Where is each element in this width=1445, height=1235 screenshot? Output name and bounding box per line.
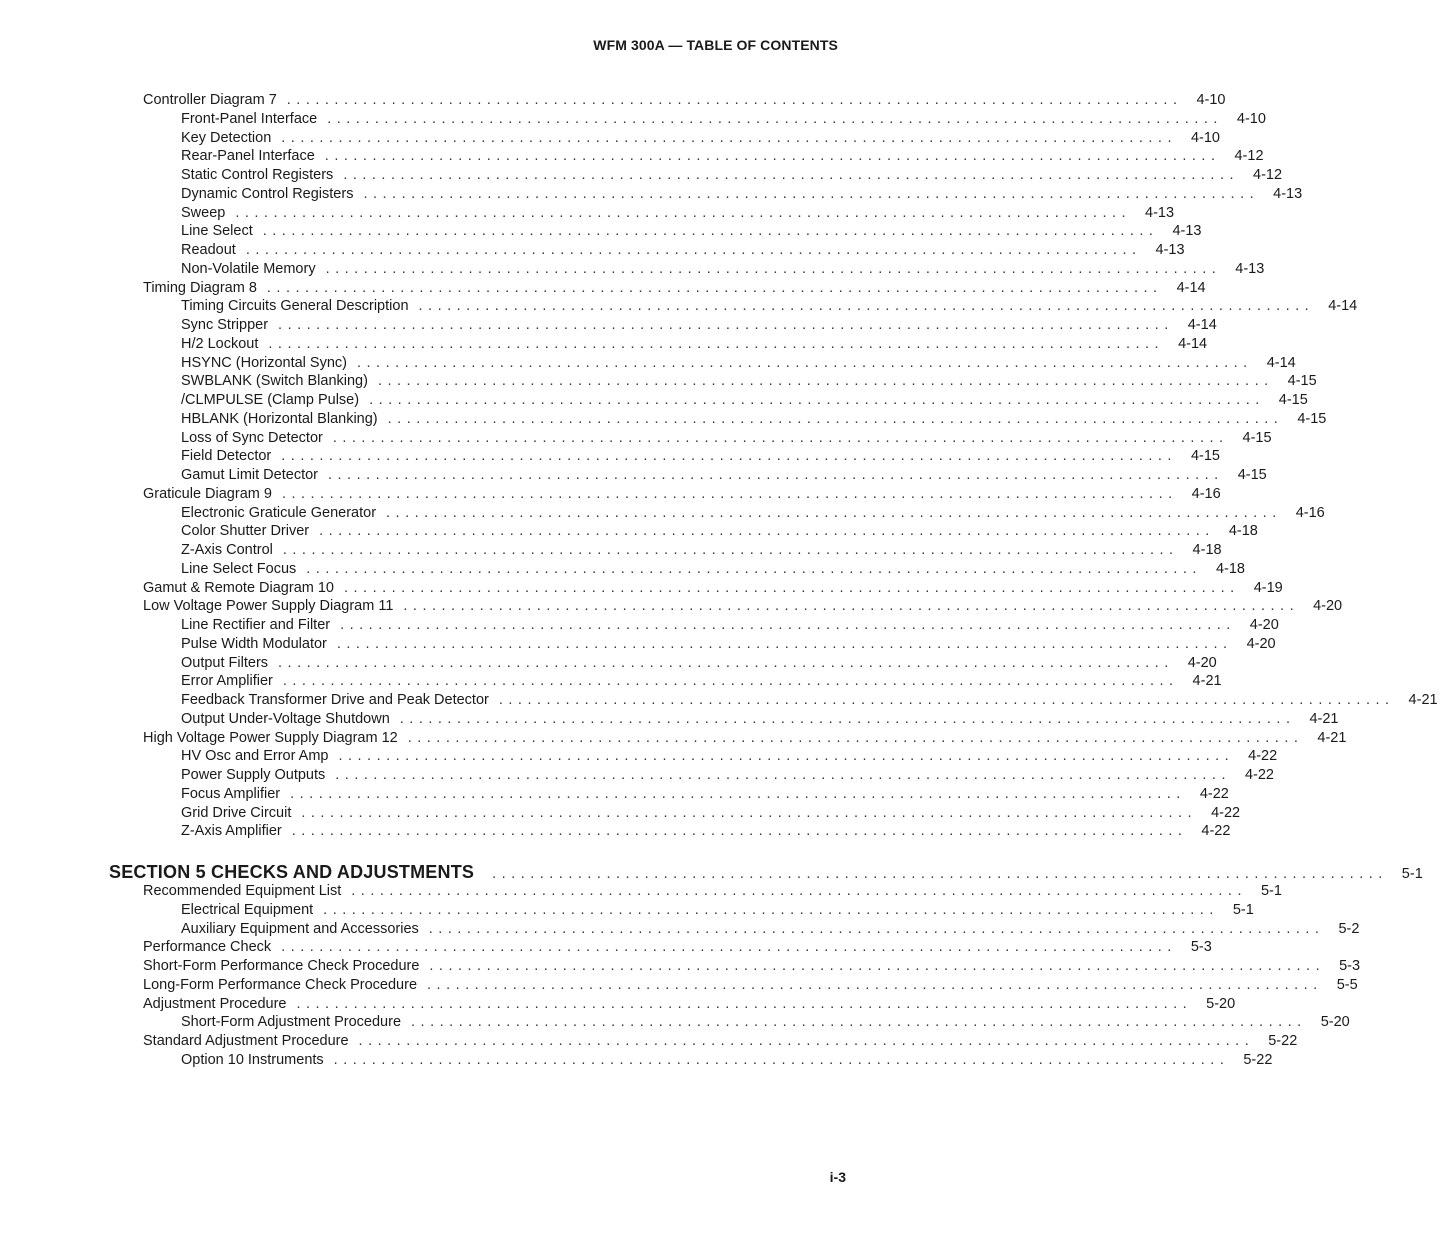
toc-subentry <box>181 710 1339 729</box>
toc-subentry <box>181 147 1264 166</box>
toc-entry-page: 4-13 <box>1145 204 1175 221</box>
dot-leader: .............................................................................................. <box>363 185 1260 202</box>
toc-entry-page: 4-15 <box>1287 373 1317 390</box>
toc-entry <box>143 882 1282 901</box>
toc-entry-page: 4-14 <box>1266 354 1296 371</box>
toc-subentry <box>181 766 1274 785</box>
toc-entry-title: Readout <box>181 242 236 258</box>
dot-leader: .............................................................................................. <box>324 148 1221 165</box>
dot-leader: .............................................................................................. <box>325 260 1222 277</box>
section-heading <box>109 862 1423 883</box>
toc-entry-page: 4-21 <box>1192 673 1222 690</box>
dot-leader: .............................................................................................. <box>399 710 1296 727</box>
toc-entry-title: Pulse Width Modulator <box>181 635 327 652</box>
dot-leader: .............................................................................................. <box>351 883 1247 899</box>
toc-subentry <box>181 129 1220 148</box>
toc-entry-title: Low Voltage Power Supply Diagram 11 <box>143 598 394 615</box>
toc-subentry <box>181 747 1278 766</box>
toc-subentry <box>181 1013 1350 1032</box>
toc-entry-title: Sync Stripper <box>181 317 269 333</box>
toc-entry-title: Rear-Panel Interface <box>181 148 315 165</box>
dot-leader: .............................................................................................. <box>281 448 1177 465</box>
toc-subentry <box>181 166 1283 185</box>
toc-entry-title: Standard Adjustment Procedure <box>143 1033 349 1049</box>
toc-entry-page: 4-20 <box>1246 635 1276 652</box>
dot-leader: .............................................................................................. <box>291 823 1188 840</box>
toc-entry-page: 4-21 <box>1309 710 1339 727</box>
dot-leader: .............................................................................................. <box>327 110 1223 127</box>
toc-entry-page: 4-16 <box>1191 485 1221 502</box>
toc-entry <box>143 938 1212 957</box>
toc-subentry <box>181 785 1229 804</box>
toc-entry-page: 4-15 <box>1242 429 1272 446</box>
toc-subentry <box>181 354 1296 373</box>
dot-leader: .............................................................................................. <box>403 598 1300 615</box>
dot-leader: .............................................................................................. <box>386 504 1282 521</box>
dot-leader: .............................................................................................. <box>290 785 1186 802</box>
toc-entry <box>143 957 1361 976</box>
dot-leader: .............................................................................................. <box>357 354 1253 371</box>
toc-entry-title: Feedback Transformer Drive and Peak Detector <box>181 692 489 708</box>
toc-subentry <box>181 616 1279 635</box>
toc-entry-page: 4-19 <box>1253 579 1283 596</box>
dot-leader: .............................................................................................. <box>245 242 1142 258</box>
dot-leader: .............................................................................................. <box>301 804 1198 821</box>
toc-entry <box>143 279 1206 298</box>
toc-entry-page: 4-15 <box>1237 467 1267 483</box>
toc-subentry <box>181 541 1222 560</box>
toc-entry-title: Option 10 Instruments <box>181 1051 324 1068</box>
dot-leader: .............................................................................................. <box>268 335 1165 352</box>
toc-subentry <box>181 901 1254 920</box>
dot-leader: .............................................................................................. <box>282 673 1179 690</box>
dot-leader: .............................................................................................. <box>340 617 1236 633</box>
dot-leader: .............................................................................................. <box>335 767 1231 783</box>
toc-entry-title: Long-Form Performance Check Procedure <box>143 976 418 993</box>
toc-entry-title: Short-Form Performance Check Procedure <box>143 958 420 974</box>
dot-leader: .............................................................................................. <box>286 92 1183 108</box>
toc-entry-page: 4-10 <box>1236 110 1266 127</box>
toc-entry-title: Non-Volatile Memory <box>181 260 316 277</box>
toc-entry-page: 4-10 <box>1190 129 1220 146</box>
toc-entry-title: Color Shutter Driver <box>181 523 310 540</box>
toc-subentry <box>181 522 1258 541</box>
dot-leader: .............................................................................................. <box>266 279 1163 296</box>
toc-entry-title: Performance Check <box>143 939 272 956</box>
toc-entry-page: 4-20 <box>1249 617 1279 633</box>
dot-leader: .............................................................................................. <box>281 129 1177 146</box>
toc-entry-page: 4-15 <box>1190 448 1220 465</box>
dot-leader: .............................................................................................. <box>428 920 1325 937</box>
toc-entry-title: Recommended Equipment List <box>143 883 342 899</box>
section-heading-page: 5-1 <box>1401 866 1423 882</box>
dot-leader: .............................................................................................. <box>262 223 1159 240</box>
toc-entry-page: 4-13 <box>1172 223 1202 240</box>
dot-leader: .............................................................................................. <box>281 939 1177 956</box>
toc-entry-title: Controller Diagram 7 <box>143 92 277 108</box>
toc-subentry <box>181 185 1303 204</box>
toc-entry-title: /CLMPULSE (Clamp Pulse) <box>181 392 360 408</box>
dot-leader: .............................................................................................. <box>319 523 1215 540</box>
toc-entry-page: 4-21 <box>1317 729 1347 746</box>
toc-entry-page: 4-22 <box>1199 785 1229 802</box>
toc-entry-title: Short-Form Adjustment Procedure <box>181 1014 402 1031</box>
toc-entry-page: 4-14 <box>1176 279 1206 296</box>
toc-entry-page: 4-22 <box>1201 823 1231 840</box>
toc-entry-page: 5-5 <box>1336 976 1358 993</box>
toc-subentry <box>181 429 1272 448</box>
toc-subentry <box>181 447 1220 466</box>
toc-entry-title: HBLANK (Horizontal Blanking) <box>181 410 378 427</box>
toc-entry <box>143 1032 1298 1051</box>
dot-leader: .............................................................................................. <box>235 204 1132 221</box>
toc-entry <box>143 976 1358 995</box>
toc-subentry <box>181 410 1327 429</box>
toc-subentry <box>181 560 1245 579</box>
toc-subentry <box>181 372 1317 391</box>
toc-entry-title: Gamut Limit Detector <box>181 467 318 483</box>
toc-entry-page: 4-20 <box>1313 598 1343 615</box>
toc-subentry <box>181 335 1208 354</box>
toc-entry-title: Field Detector <box>181 448 272 465</box>
toc-entry-page: 5-1 <box>1260 883 1282 899</box>
dot-leader: .............................................................................................. <box>338 748 1235 765</box>
dot-leader: .............................................................................................. <box>282 542 1179 558</box>
toc-subentry <box>181 297 1358 316</box>
toc-subentry <box>181 316 1217 335</box>
dot-leader: .............................................................................................. <box>278 654 1174 671</box>
toc-entry-title: Grid Drive Circuit <box>181 804 292 821</box>
toc-entry-page: 5-20 <box>1206 995 1236 1012</box>
toc-entry-title: Output Filters <box>181 654 269 671</box>
toc-entry-page: 5-1 <box>1232 901 1254 918</box>
dot-leader: .............................................................................................. <box>278 317 1174 333</box>
toc-entry-page: 4-18 <box>1192 542 1222 558</box>
toc-entry <box>143 995 1236 1014</box>
toc-subentry <box>181 672 1222 691</box>
toc-entry-title: Adjustment Procedure <box>143 995 287 1012</box>
toc-entry-page: 4-13 <box>1155 242 1185 258</box>
dot-leader: .............................................................................................. <box>323 901 1219 918</box>
toc-entry-title: Front-Panel Interface <box>181 110 318 127</box>
toc-entry-page: 4-13 <box>1273 185 1303 202</box>
dot-leader: .............................................................................................. <box>492 866 1388 882</box>
dot-leader: .............................................................................................. <box>498 692 1395 708</box>
toc-entry-page: 4-14 <box>1187 317 1217 333</box>
toc-entry-page: 4-13 <box>1235 260 1265 277</box>
toc-entry-page: 4-10 <box>1196 92 1226 108</box>
toc-entry-title: Electrical Equipment <box>181 901 314 918</box>
toc-entry-page: 4-16 <box>1295 504 1325 521</box>
toc-subentry <box>181 241 1185 260</box>
toc-entry-page: 4-18 <box>1228 523 1258 540</box>
toc-entry-page: 5-22 <box>1268 1033 1298 1049</box>
toc-subentry <box>181 504 1325 523</box>
toc-subentry <box>181 1051 1273 1070</box>
dot-leader: .............................................................................................. <box>328 467 1224 483</box>
toc-entry-title: Line Select <box>181 223 253 240</box>
toc-entry <box>143 485 1221 504</box>
toc-entry-page: 4-22 <box>1248 748 1278 765</box>
toc-entry-title: Power Supply Outputs <box>181 767 326 783</box>
toc-entry <box>143 729 1347 748</box>
toc-entry-title: Line Select Focus <box>181 560 297 577</box>
toc-entry-title: Error Amplifier <box>181 673 273 690</box>
dot-leader: .............................................................................................. <box>333 1051 1230 1068</box>
section-heading-title: SECTION 5 CHECKS AND ADJUSTMENTS <box>109 862 475 882</box>
toc-entry-title: Electronic Graticule Generator <box>181 504 377 521</box>
toc-subentry <box>181 822 1231 841</box>
toc-entry-page: 5-2 <box>1338 920 1360 937</box>
toc-entry-title: HSYNC (Horizontal Sync) <box>181 354 347 371</box>
toc-entry-title: Auxiliary Equipment and Accessories <box>181 920 419 937</box>
dot-leader: .............................................................................................. <box>358 1033 1255 1049</box>
toc-entry-title: Key Detection <box>181 129 272 146</box>
dot-leader: .............................................................................................. <box>427 976 1323 993</box>
toc-entry-page: 5-3 <box>1339 958 1361 974</box>
toc-entry-page: 4-12 <box>1234 148 1264 165</box>
toc-entry-page: 4-21 <box>1408 692 1438 708</box>
dot-leader: .............................................................................................. <box>369 392 1265 408</box>
dot-leader: .............................................................................................. <box>407 729 1304 746</box>
dot-leader: .............................................................................................. <box>343 167 1239 183</box>
toc-entry-title: Graticule Diagram 9 <box>143 485 272 502</box>
toc-entry-page: 5-22 <box>1243 1051 1273 1068</box>
toc-entry-title: Line Rectifier and Filter <box>181 617 331 633</box>
toc-entry-title: SWBLANK (Switch Blanking) <box>181 373 368 390</box>
toc-entry-page: 4-18 <box>1215 560 1245 577</box>
page-number: i-3 <box>829 1169 846 1185</box>
toc-entry-page: 4-22 <box>1211 804 1241 821</box>
toc-entry-title: Gamut & Remote Diagram 10 <box>143 579 334 596</box>
toc-entry-page: 4-14 <box>1178 335 1208 352</box>
dot-leader: .............................................................................................. <box>387 410 1284 427</box>
toc-entry-page: 4-15 <box>1278 392 1308 408</box>
toc-subentry <box>181 654 1217 673</box>
toc-subentry <box>181 804 1241 823</box>
toc-entry-title: High Voltage Power Supply Diagram 12 <box>143 729 398 746</box>
running-header: WFM 300A — TABLE OF CONTENTS <box>593 37 838 53</box>
toc-subentry <box>181 920 1360 939</box>
toc-entry-page: 4-22 <box>1244 767 1274 783</box>
toc-entry-page: 4-15 <box>1297 410 1327 427</box>
toc-entry-title: Sweep <box>181 204 226 221</box>
toc-subentry <box>181 691 1438 710</box>
toc-subentry <box>181 204 1175 223</box>
toc-entry-title: H/2 Lockout <box>181 335 259 352</box>
dot-leader: .............................................................................................. <box>411 1014 1307 1031</box>
dot-leader: .............................................................................................. <box>281 485 1178 502</box>
toc-entry-title: HV Osc and Error Amp <box>181 748 329 765</box>
toc-entry-title: Output Under-Voltage Shutdown <box>181 710 390 727</box>
toc-subentry <box>181 466 1267 485</box>
toc-subentry <box>181 222 1202 241</box>
toc-subentry <box>181 391 1308 410</box>
dot-leader: .............................................................................................. <box>377 373 1274 390</box>
toc-subentry <box>181 110 1266 129</box>
toc-entry-title: Timing Diagram 8 <box>143 279 257 296</box>
dot-leader: .............................................................................................. <box>344 579 1240 596</box>
dot-leader: .............................................................................................. <box>306 560 1202 577</box>
toc-entry <box>143 579 1283 598</box>
dot-leader: .............................................................................................. <box>336 635 1233 652</box>
toc-subentry <box>181 635 1276 654</box>
toc-entry-title: Focus Amplifier <box>181 785 281 802</box>
toc-subentry <box>181 260 1265 279</box>
toc-entry-title: Z-Axis Amplifier <box>181 823 282 840</box>
dot-leader: .............................................................................................. <box>296 995 1193 1012</box>
dot-leader: .............................................................................................. <box>418 298 1315 315</box>
toc-entry-page: 5-3 <box>1190 939 1212 956</box>
toc-entry-title: Dynamic Control Registers <box>181 185 354 202</box>
toc-entry <box>143 597 1343 616</box>
toc-entry-title: Static Control Registers <box>181 167 334 183</box>
toc-entry-page: 5-20 <box>1320 1014 1350 1031</box>
toc-entry-page: 4-14 <box>1328 298 1358 315</box>
toc-entry-page: 4-12 <box>1253 167 1283 183</box>
toc-entry-title: Loss of Sync Detector <box>181 429 323 446</box>
toc-entry <box>143 91 1226 110</box>
dot-leader: .............................................................................................. <box>332 429 1229 446</box>
toc-entry-page: 4-20 <box>1187 654 1217 671</box>
toc-entry-title: Timing Circuits General Description <box>181 298 409 315</box>
toc-entry-title: Z-Axis Control <box>181 542 273 558</box>
dot-leader: .............................................................................................. <box>429 958 1326 974</box>
